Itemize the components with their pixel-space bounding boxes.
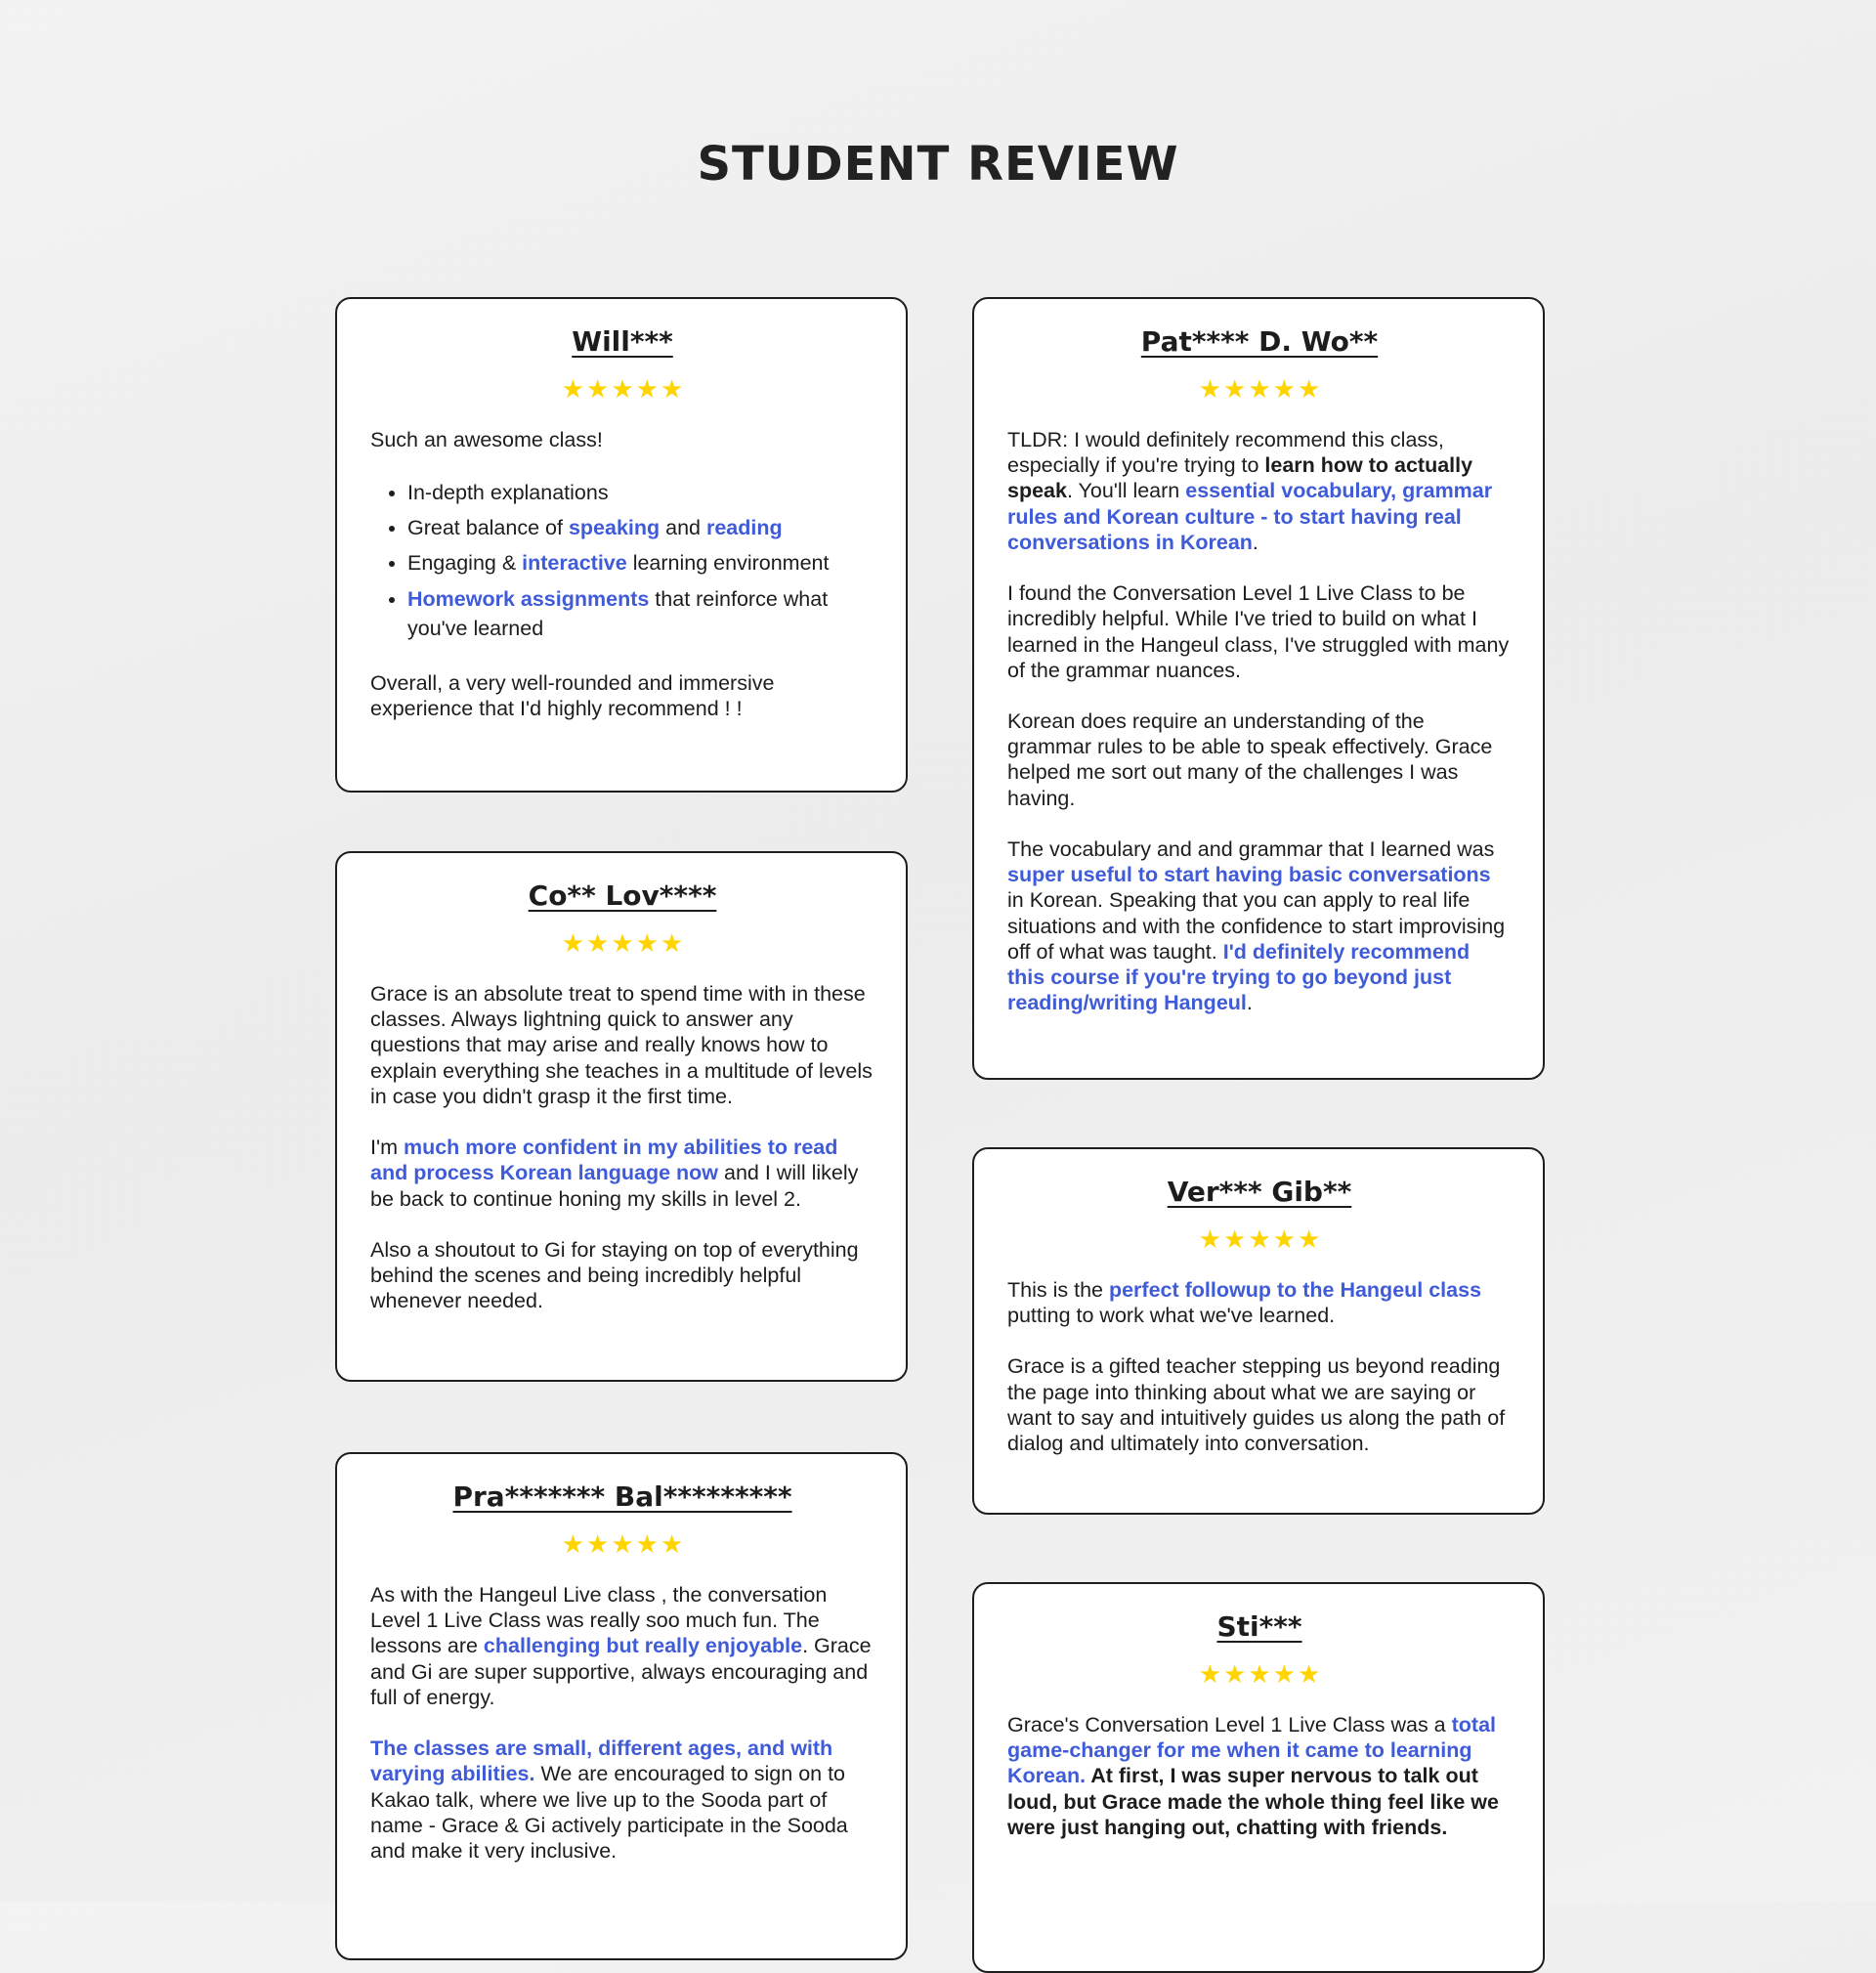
star-icon: ★ bbox=[1223, 374, 1247, 404]
review-paragraph bbox=[370, 1135, 874, 1212]
star-icon: ★ bbox=[660, 928, 684, 958]
review-paragraph bbox=[1007, 836, 1512, 1016]
text-segment: that reinforce what you've learned bbox=[407, 586, 829, 640]
highlighted-text: speaking bbox=[568, 516, 661, 540]
star-icon: ★ bbox=[561, 1529, 585, 1559]
star-icon: ★ bbox=[611, 1529, 634, 1559]
bullet-item bbox=[407, 478, 874, 507]
star-icon: ★ bbox=[586, 928, 610, 958]
review-card bbox=[335, 297, 908, 793]
reviewer-name: Ver*** Gib** bbox=[1167, 1176, 1352, 1208]
review-text bbox=[1007, 1277, 1512, 1456]
text-segment: In-depth explanations bbox=[407, 481, 609, 505]
text-segment: I'm bbox=[370, 1136, 404, 1160]
review-paragraph bbox=[1007, 1712, 1512, 1840]
star-icon: ★ bbox=[561, 928, 585, 958]
star-icon: ★ bbox=[561, 374, 585, 404]
review-bullet-list bbox=[370, 478, 874, 642]
review-paragraph bbox=[1007, 1277, 1512, 1328]
highlighted-text: total game-changer for me when it came to learning Korean. bbox=[1007, 1713, 1497, 1788]
text-segment: Overall, a very well-rounded and immersive experience that I'd highly recommend ! ! bbox=[370, 670, 775, 720]
text-segment: Grace is an absolute treat to spend time with in these classes. Always lightning quick to answer any questions that may arise and really knows how to explain everything she teaches in a multitude of levels in case you didn't grasp it the first time. bbox=[370, 982, 873, 1108]
text-segment: . bbox=[1252, 530, 1258, 554]
text-segment: This is the bbox=[1007, 1278, 1109, 1302]
bold-text: At first, I was super nervous to talk out loud, but Grace made the whole thing feel like we were just hanging out, chatting with friends. bbox=[1007, 1764, 1499, 1839]
text-segment: Also a shoutout to Gi for staying on top of everything behind the scenes and being incredibly helpful whenever needed. bbox=[370, 1237, 859, 1313]
review-paragraph bbox=[370, 981, 874, 1109]
text-segment: Grace is a gifted teacher stepping us beyond reading the page into thinking about what we are saying or want to say and intuitively guides us along the path of dialog and ultimately into conversation. bbox=[1007, 1354, 1506, 1456]
highlighted-text: I'd definitely recommend this course if you're trying to go beyond just reading/writing Hangeul bbox=[1007, 939, 1471, 1015]
star-icon: ★ bbox=[1297, 374, 1321, 404]
star-icon: ★ bbox=[1272, 374, 1296, 404]
star-rating bbox=[1007, 376, 1512, 402]
star-rating bbox=[1007, 1661, 1512, 1687]
text-segment: and bbox=[660, 516, 706, 540]
review-card bbox=[972, 1147, 1545, 1515]
star-icon: ★ bbox=[1248, 1659, 1271, 1689]
text-segment: . bbox=[1246, 991, 1253, 1015]
highlighted-text: interactive bbox=[522, 551, 627, 576]
review-card bbox=[972, 297, 1545, 1080]
review-paragraph bbox=[1007, 427, 1512, 555]
review-text bbox=[370, 981, 874, 1313]
text-segment: Engaging & bbox=[407, 551, 523, 576]
text-segment: We are encouraged to sign on to Kakao talk, where we live up to the Sooda part of name - Grace & Gi actively participate in the Sooda and make it very inclusive. bbox=[370, 1762, 848, 1863]
text-segment: putting to work what we've learned. bbox=[1007, 1304, 1336, 1328]
review-card bbox=[972, 1582, 1545, 1973]
review-paragraph bbox=[370, 1736, 874, 1864]
star-icon: ★ bbox=[1248, 374, 1271, 404]
highlighted-text: perfect followup to the Hangeul class bbox=[1108, 1278, 1482, 1302]
reviewer-name: Will*** bbox=[572, 325, 673, 358]
text-segment: Great balance of bbox=[407, 516, 569, 540]
text-segment: in Korean. Speaking that you can apply to real life situations and with the confidence to start improvising off of what was taught. bbox=[1007, 888, 1506, 964]
reviewer-name: Sti*** bbox=[1216, 1610, 1302, 1643]
star-icon: ★ bbox=[1297, 1224, 1321, 1254]
review-paragraph bbox=[370, 1237, 874, 1314]
text-segment: . You'll learn bbox=[1066, 479, 1186, 503]
highlighted-text: much more confident in my abilities to read and process Korean language now bbox=[370, 1136, 838, 1185]
highlighted-text: challenging but really enjoyable bbox=[483, 1634, 803, 1658]
star-icon: ★ bbox=[1223, 1659, 1247, 1689]
review-paragraph bbox=[1007, 580, 1512, 683]
reviewer-name: Co** Lov**** bbox=[528, 879, 717, 912]
text-segment: learning environment bbox=[626, 551, 830, 576]
text-segment: Grace's Conversation Level 1 Live Class was a bbox=[1007, 1713, 1452, 1737]
highlighted-text: super useful to start having basic conversations bbox=[1007, 863, 1491, 887]
star-icon: ★ bbox=[635, 928, 659, 958]
text-segment: I found the Conversation Level 1 Live Class to be incredibly helpful. While I've tried to build on what I learned in the Hangeul class, I've struggled with many of the grammar nuances. bbox=[1007, 581, 1510, 682]
reviewer-name: Pra******* Bal********* bbox=[452, 1480, 792, 1513]
bullet-item bbox=[407, 548, 874, 578]
star-rating bbox=[370, 930, 874, 956]
star-icon: ★ bbox=[660, 374, 684, 404]
star-icon: ★ bbox=[611, 928, 634, 958]
star-icon: ★ bbox=[1248, 1224, 1271, 1254]
text-segment: and I will likely be back to continue honing my skills in level 2. bbox=[370, 1161, 859, 1211]
review-card bbox=[335, 1452, 908, 1960]
review-intro: Such an awesome class! bbox=[370, 428, 603, 451]
review-card bbox=[335, 851, 908, 1382]
star-icon: ★ bbox=[586, 374, 610, 404]
star-icon: ★ bbox=[1198, 1659, 1222, 1689]
star-rating bbox=[1007, 1226, 1512, 1252]
star-icon: ★ bbox=[1198, 374, 1222, 404]
bold-text: learn how to actually speak bbox=[1007, 453, 1473, 503]
review-text bbox=[1007, 427, 1512, 1015]
star-icon: ★ bbox=[611, 374, 634, 404]
star-icon: ★ bbox=[660, 1529, 684, 1559]
highlighted-text: The classes are small, different ages, and with varying abilities. bbox=[370, 1737, 833, 1786]
star-icon: ★ bbox=[635, 374, 659, 404]
star-icon: ★ bbox=[1297, 1659, 1321, 1689]
text-segment: . Grace and Gi are super supportive, always encouraging and full of energy. bbox=[370, 1634, 872, 1709]
star-icon: ★ bbox=[1272, 1224, 1296, 1254]
star-icon: ★ bbox=[586, 1529, 610, 1559]
star-icon: ★ bbox=[1223, 1224, 1247, 1254]
text-segment: As with the Hangeul Live class , the conversation Level 1 Live Class was really soo much fun. The lessons are bbox=[370, 1583, 828, 1658]
highlighted-text: Homework assignments bbox=[407, 586, 650, 611]
page-title: STUDENT REVIEW bbox=[697, 137, 1179, 192]
highlighted-text: reading bbox=[705, 516, 783, 540]
text-segment: TLDR: I would definitely recommend this class, especially if you're trying to bbox=[1007, 428, 1444, 478]
star-icon: ★ bbox=[1198, 1224, 1222, 1254]
review-paragraph bbox=[370, 1582, 874, 1710]
star-rating bbox=[370, 376, 874, 402]
bullet-item bbox=[407, 584, 874, 643]
bullet-item bbox=[407, 513, 874, 542]
text-segment: Korean does require an understanding of the grammar rules to be able to speak effectively. Grace helped me sort out many of the challenges I was having. bbox=[1007, 708, 1493, 810]
review-text bbox=[1007, 1712, 1512, 1840]
review-paragraph bbox=[1007, 708, 1512, 811]
star-icon: ★ bbox=[635, 1529, 659, 1559]
text-segment: The vocabulary and and grammar that I learned was bbox=[1007, 836, 1495, 861]
star-rating bbox=[370, 1531, 874, 1557]
star-icon: ★ bbox=[1272, 1659, 1296, 1689]
reviewer-name: Pat**** D. Wo** bbox=[1140, 325, 1379, 358]
review-text bbox=[370, 1582, 874, 1864]
review-text bbox=[370, 427, 874, 721]
review-paragraph bbox=[1007, 1353, 1512, 1456]
review-paragraph bbox=[370, 670, 874, 721]
highlighted-text: essential vocabulary, grammar rules and Korean culture - to start having real conversations in Korean bbox=[1007, 479, 1493, 554]
